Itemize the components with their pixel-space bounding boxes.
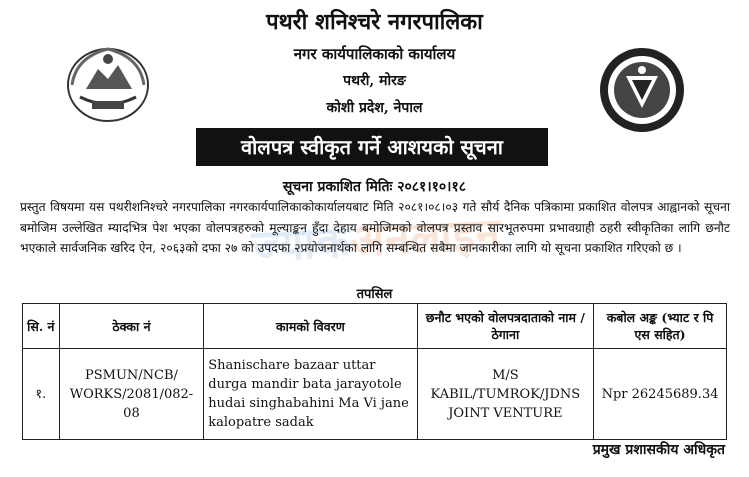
cell-bidder: M/S KABIL/TUMROK/JDNS JOINT VENTURE xyxy=(417,349,593,440)
office-name: नगर कार्यपालिकाको कार्यालय xyxy=(293,45,456,63)
header-work-description: कामको विवरण xyxy=(204,304,417,349)
header-sn: सि. नं xyxy=(23,304,60,349)
notice-title: वोलपत्र स्वीकृत गर्ने आशयको सूचना xyxy=(196,128,548,166)
watermark-part-2: अनलाइन xyxy=(349,208,503,268)
publication-date: सूचना प्रकाशित मितिः २०८१।१०।१८ xyxy=(282,179,467,195)
header-contract-no: ठेक्का नं xyxy=(59,304,204,349)
province-name: कोशी प्रदेश, नेपाल xyxy=(326,100,423,116)
watermark-part-1: ज्याक xyxy=(250,216,353,273)
letterhead xyxy=(0,0,749,130)
header-amount: कबोल अङ्क (भ्याट र पि एस सहित) xyxy=(594,304,727,349)
municipality-name: पथरी शनिश्चरे नगरपालिका xyxy=(266,9,483,35)
award-table xyxy=(22,303,727,440)
header-bidder: छनौट भएको वोलपत्रदाताको नाम / ठेगाना xyxy=(417,304,593,349)
table-caption: तपसिल xyxy=(356,287,393,302)
cell-contract-no: PSMUN/NCB/ WORKS/2081/082-08 xyxy=(59,349,204,440)
cell-sn: १. xyxy=(23,349,60,440)
cell-work-description: Shanischare bazaar uttar durga mandir bata jarayotole hudai singhabahini Ma Vi jane kalopatre sadak xyxy=(204,349,417,440)
table-row xyxy=(23,349,727,440)
office-location: पथरी, मोरङ xyxy=(343,73,406,89)
signoff-title: प्रमुख प्रशासकीय अधिकृत xyxy=(592,442,725,458)
cell-amount: Npr 26245689.34 xyxy=(594,349,727,440)
table-header-row xyxy=(23,304,727,349)
notice-body: प्रस्तुत विषयमा यस पथरीशनिश्चरे नगरपालिका नगरकार्यपालिकाकोकार्यालयबाट मिति २०८१।०८।०३ गते सौर्य दैनिक पत्रिकामा प्रकाशित वोलपत्र आह्वानको सूचना बमोजिम उल्लेखित म्यादभित्र पेश भएका वोलपत्रहरुको मूल्याङ्कन हुँदा देहाय बमोजिमको वोलपत्र प्रस्ताव सारभूतरुपमा प्रभावग्राही ठहरी स्वीकृतिका लागि छनौट भएकाले सार्वजनिक खरिद ऐन, २०६३को दफा २७ को उपदफा २प्रयोजनार्थका लागि सम्बन्धित सबैमा जानकारीका लागि यो सूचना प्रकाशित गरिएको छ । xyxy=(20,200,730,255)
